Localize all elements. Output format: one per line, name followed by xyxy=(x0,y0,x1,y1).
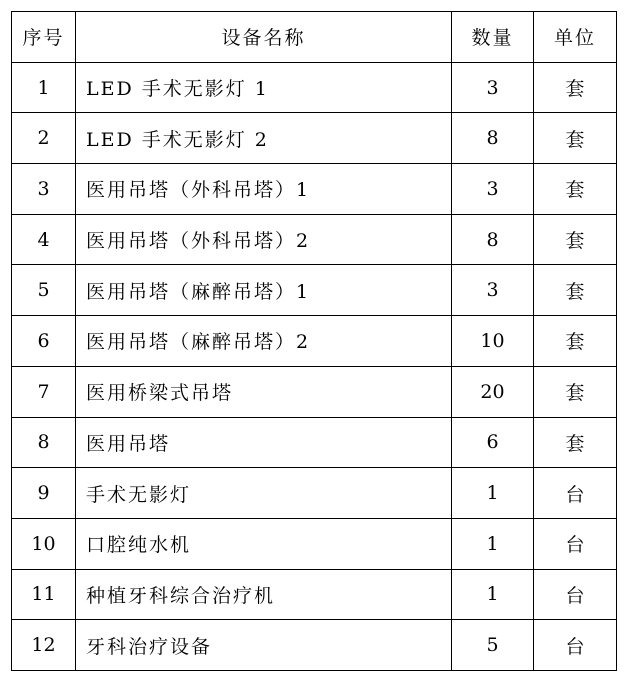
cell-unit: 套 xyxy=(534,316,617,367)
cell-quantity: 3 xyxy=(452,265,534,316)
cell-unit: 套 xyxy=(534,62,617,113)
cell-unit: 台 xyxy=(534,518,617,569)
cell-quantity: 3 xyxy=(452,164,534,215)
cell-unit: 套 xyxy=(534,164,617,215)
cell-index: 4 xyxy=(12,214,76,265)
cell-name: 医用吊塔（外科吊塔）2 xyxy=(76,214,452,265)
cell-quantity: 1 xyxy=(452,518,534,569)
header-name: 设备名称 xyxy=(76,12,452,63)
cell-name: 牙科治疗设备 xyxy=(76,620,452,671)
cell-index: 12 xyxy=(12,620,76,671)
cell-quantity: 8 xyxy=(452,214,534,265)
cell-name: LED 手术无影灯 2 xyxy=(76,113,452,164)
cell-quantity: 3 xyxy=(452,62,534,113)
header-unit: 单位 xyxy=(534,12,617,63)
table-header-row xyxy=(12,12,617,63)
cell-unit: 台 xyxy=(534,468,617,519)
table-row xyxy=(12,62,617,113)
table-row xyxy=(12,569,617,620)
cell-name: LED 手术无影灯 1 xyxy=(76,62,452,113)
table-row xyxy=(12,164,617,215)
header-quantity: 数量 xyxy=(452,12,534,63)
cell-quantity: 6 xyxy=(452,417,534,468)
cell-unit: 套 xyxy=(534,265,617,316)
cell-index: 5 xyxy=(12,265,76,316)
table-row xyxy=(12,417,617,468)
cell-index: 7 xyxy=(12,366,76,417)
cell-name: 医用吊塔（麻醉吊塔）1 xyxy=(76,265,452,316)
cell-index: 9 xyxy=(12,468,76,519)
cell-quantity: 1 xyxy=(452,468,534,519)
cell-index: 11 xyxy=(12,569,76,620)
cell-index: 1 xyxy=(12,62,76,113)
cell-name: 口腔纯水机 xyxy=(76,518,452,569)
cell-unit: 套 xyxy=(534,417,617,468)
cell-quantity: 5 xyxy=(452,620,534,671)
table-row xyxy=(12,468,617,519)
cell-unit: 套 xyxy=(534,366,617,417)
table-row xyxy=(12,620,617,671)
table-row xyxy=(12,518,617,569)
cell-index: 2 xyxy=(12,113,76,164)
table-row xyxy=(12,265,617,316)
cell-name: 手术无影灯 xyxy=(76,468,452,519)
cell-quantity: 1 xyxy=(452,569,534,620)
cell-index: 10 xyxy=(12,518,76,569)
equipment-table-container xyxy=(11,11,616,671)
cell-index: 6 xyxy=(12,316,76,367)
table-row xyxy=(12,113,617,164)
table-row xyxy=(12,214,617,265)
cell-name: 种植牙科综合治疗机 xyxy=(76,569,452,620)
cell-name: 医用桥梁式吊塔 xyxy=(76,366,452,417)
cell-unit: 套 xyxy=(534,214,617,265)
cell-index: 8 xyxy=(12,417,76,468)
cell-index: 3 xyxy=(12,164,76,215)
table-row xyxy=(12,316,617,367)
cell-quantity: 20 xyxy=(452,366,534,417)
cell-name: 医用吊塔（麻醉吊塔）2 xyxy=(76,316,452,367)
cell-unit: 台 xyxy=(534,620,617,671)
cell-quantity: 8 xyxy=(452,113,534,164)
table-row xyxy=(12,366,617,417)
cell-unit: 台 xyxy=(534,569,617,620)
equipment-table xyxy=(11,11,617,671)
header-index: 序号 xyxy=(12,12,76,63)
cell-quantity: 10 xyxy=(452,316,534,367)
cell-name: 医用吊塔 xyxy=(76,417,452,468)
cell-name: 医用吊塔（外科吊塔）1 xyxy=(76,164,452,215)
cell-unit: 套 xyxy=(534,113,617,164)
